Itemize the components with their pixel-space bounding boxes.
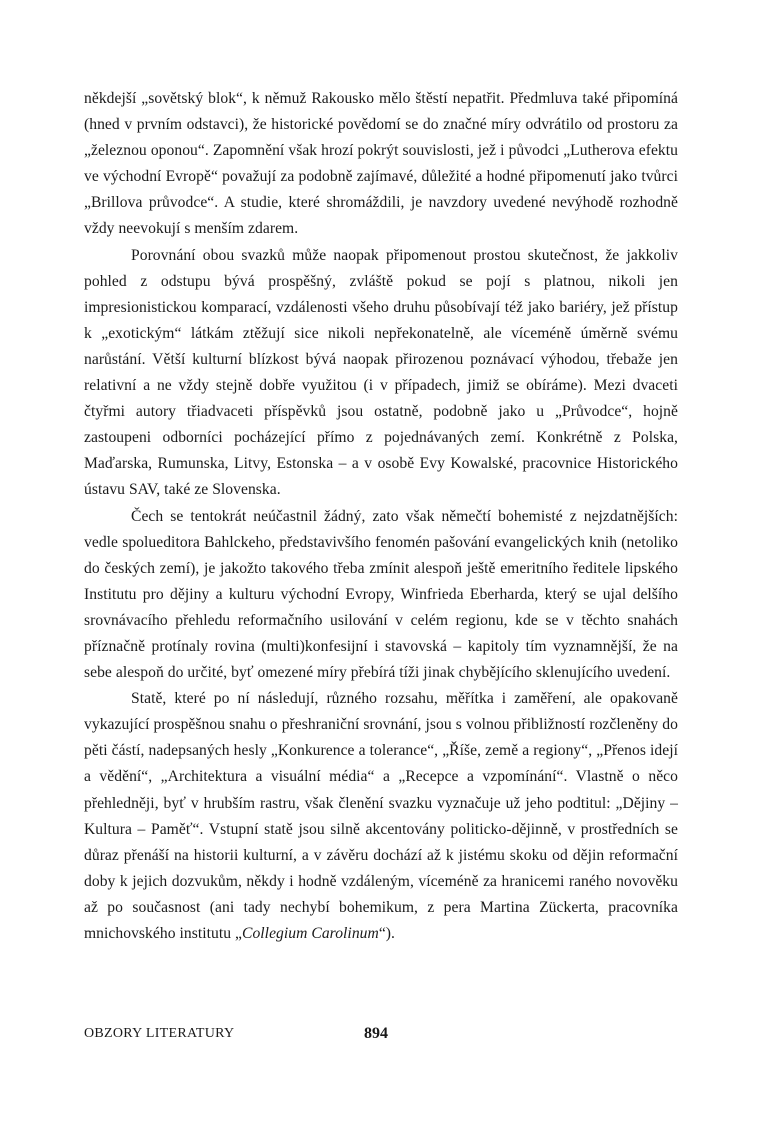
paragraph: [84, 686, 678, 947]
paragraph-text-end: “).: [378, 925, 395, 942]
paragraph: Čech se tentokrát neúčastnil žádný, zato však němečtí bohemisté z nejzdatnějších: vedle spolueditora Bahlckeho, představivšího fenomén pašování evangelických knih (netoliko do českých zemí), je jakožto takového třeba zmínit alespoň ještě emeritního ředitele lipského Institutu pro dějiny a kulturu východní Evropy, Winfrieda Eberharda, který se ujal delšího srovnávacího přehledu reformačního usilování v celém regionu, kde se v těchto snahách příznačně protínaly rovina (multi)konfesijní i stavovská – kapitoly tím vyznamnější, že na sebe alespoň do určité, byť omezené míry přebírá tíži jinak chybějícího sklenujícího uvedení.: [84, 507, 678, 682]
page-number: 894: [364, 1025, 388, 1042]
page-footer: [84, 1026, 678, 1048]
paragraph: někdejší „sovětský blok“, k němuž Rakousko mělo štěstí nepatřit. Předmluva také připomíná (hned v prvním odstavci), že historické povědomí se do značné míry odvrátilo od prostoru za „železnou oponou“. Zapomnění však hrozí pokrýt souvislosti, jež i původci „Lutherova efektu ve východní Evropě“ považují za podobně zajímavé, důležité a hodné připomenutí jako tvůrci „Brillova průvodce“. A studie, které shromáždili, je navzdory uvedené nevýhodě rozhodně vždy neevokují s menším zdarem.: [84, 90, 678, 238]
institute-name-italic: Collegium Carolinum: [242, 925, 379, 942]
article-body: [84, 86, 678, 947]
paragraph: Porovnání obou svazků může naopak připomenout prostou skutečnost, že jakkoliv pohled z odstupu bývá prospěšný, zvláště pokud se pojí s platnou, nikoli jen impresionistickou komparací, vzdálenosti všeho druhu působívají též jako bariéry, jež přístup k „exotickým“ látkám ztěžují sice nikoli nepřekonatelně, ale víceméně úměrně svému narůstání. Větší kulturní blízkost bývá naopak přirozenou poznávací výhodou, třebaže jen relativní a ne vždy stejně dobře využitou (i v případech, jimiž se obíráme). Mezi dvaceti čtyřmi autory třiadvaceti příspěvků jsou ostatně, podobně jako u „Průvodce“, hojně zastoupeni odborníci pocházející přímo z pojednávaných zemí. Konkrétně z Polska, Maďarska, Rumunska, Litvy, Estonska – a v osobě Evy Kowalské, pracovnice Historického ústavu SAV, také ze Slovenska.: [84, 246, 678, 499]
paragraph-text: Statě, které po ní následují, různého rozsahu, měřítka i zaměření, ale opakovaně vykazující prospěšnou snahu o přeshraniční srovnání, jsou s volnou přibližností rozčleněny do pěti částí, nadepsaných hesly „Konkurence a tolerance“, „Říše, země a regiony“, „Přenos idejí a vědění“, „Architektura a visuální média“ a „Recepce a vzpomínání“. Vlastně o něco přehledněji, byť v hrubším rastru, však členění svazku vyznačuje už jeho podtitul: „Dějiny – Kultura – Paměť“. Vstupní statě jsou silně akcentovány politicko-dějinně, v prostředních se důraz přenáší na historii kulturní, a v závěru dochází až k jistému skoku od dějin reformační doby k jejich dozvukům, někdy i hodně vzdáleným, víceméně za hranicemi raného novověku až po současnost (ani tady nechybí bohemikum, z pera Martina Zückerta, pracovníka mnichovského institutu „: [84, 690, 678, 942]
journal-name: OBZORY LITERATURY: [84, 1026, 235, 1041]
